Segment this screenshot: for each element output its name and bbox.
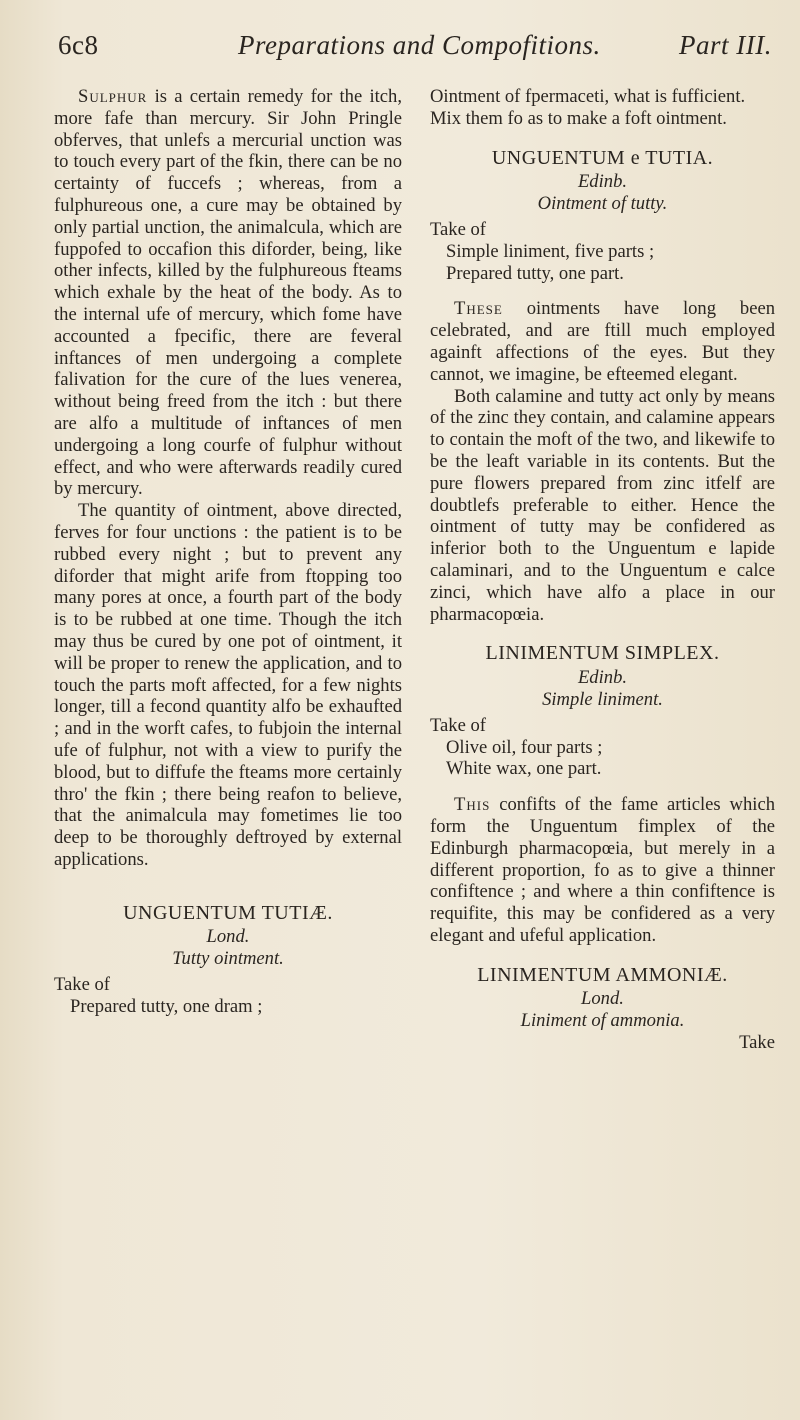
paragraph-sulphur xyxy=(54,86,402,500)
take-of-label: Take of xyxy=(54,974,110,996)
section-heading: UNGUENTUM e TUTIA. xyxy=(491,146,714,169)
paragraph-quantity: The quantity of ointment, above directed, ferves for four unctions : the patient is to be rubbed every night ; but to prevent any diforder that might arife from ftopping too many pores at once, a fourth part of the body is to be rubbed at one time. Though the itch may thus be cured by one pot of ointment, it will be proper to renew the application, and to touch the parts moft affected, for a few nights longer, till a fecond quantity alfo be exhaufted ; and in the worft cafes, to fubjoin the internal ufe of fulphur, not with a view to purify the blood, but to diffufe the fteams more certainly thro' the fkin ; there being reafon to believe, that the animalcula may fometimes lie too deep to be thoroughly deftroyed by external applications. xyxy=(54,500,402,870)
ingredient: Olive oil, four parts ; xyxy=(446,736,603,758)
paragraph-these xyxy=(430,298,775,385)
mix-instruction: Mix them fo as to make a foft ointment. xyxy=(430,107,727,129)
paragraph-text: confifts of the fame articles which form the Unguentum fimplex of the Edinburgh pharmacopœia, but merely in a different proportion, fo as to give a thinner confiftence ; and where a thin confiftence is requifite, this may be confidered as a very elegant and ufeful application. xyxy=(430,794,775,946)
running-title: Preparations and Compofitions. xyxy=(238,30,601,60)
ingredient: White wax, one part. xyxy=(446,758,602,780)
ingredient: Prepared tutty, one dram ; xyxy=(70,995,263,1017)
paragraph-text: is a certain remedy for the itch, more fafe than mercury. Sir John Pringle obferves, that unlefs a mercurial unction was to touch every part of the fkin, there can be no certainty of fuccefs ; whereas, from a fulphureous one, a cure may be obtained by only partial unction, the animalcula, which are fuppofed to occafion this diforder, being, like other infects, killed by the fulphureous fteams which exhale by the heat of the body. As to the internal ufe of mercury, which fome have accounted a fpecific, there are feveral inftances of men undergoing a complete falivation for the cure of the lues venerea, without being freed from the itch : but there are alfo a multitude of inftances of men undergoing a long courfe of fulphur without effect, and who were afterwards readily cured by mercury. xyxy=(54,86,402,500)
catchword: Take xyxy=(739,1032,775,1054)
section-subtitle: Liniment of ammonia. xyxy=(520,1010,685,1032)
spacer xyxy=(430,780,775,794)
section-heading: LINIMENTUM SIMPLEX. xyxy=(485,642,720,665)
spacer xyxy=(54,871,402,885)
ingredient: Simple liniment, five parts ; xyxy=(446,240,655,262)
section-subtitle: Tutty ointment. xyxy=(172,948,284,970)
paragraph-text: ointments have long been celebrated, and are ftill much employed againft affections of the eyes. But they cannot, we imagine, be efteemed elegant. xyxy=(430,298,775,385)
take-of-label: Take of xyxy=(430,714,486,736)
take-of-label: Take of xyxy=(430,218,486,240)
ingredient: Prepared tutty, one part. xyxy=(446,262,624,284)
continuation-text: Ointment of fpermaceti, what is fufficient. xyxy=(430,86,746,107)
part-label: Part III. xyxy=(679,30,772,60)
lead-word: Sulphur xyxy=(78,86,148,107)
section-subtitle: Ointment of tutty. xyxy=(537,193,668,215)
source-label: Lond. xyxy=(581,988,624,1010)
source-label: Lond. xyxy=(206,926,250,948)
lead-word: These xyxy=(454,298,503,320)
source-label: Edinb. xyxy=(577,171,628,193)
right-column xyxy=(430,86,775,1054)
paragraph-this xyxy=(430,794,775,947)
source-label: Edinb. xyxy=(577,667,628,689)
section-heading: UNGUENTUM TUTIÆ. xyxy=(123,901,333,924)
section-subtitle: Simple liniment. xyxy=(542,688,663,710)
spacer xyxy=(430,284,775,298)
left-column xyxy=(54,86,402,1018)
paragraph-both: Both calamine and tutty act only by means of the zinc they contain, and calamine appears to contain the moft of the two, and likewife to be the leaft variable in its contents. But the pure flowers prepared from zinc itfelf are doubtlefs preferable to either. Hence the ointment of tutty may be confidered as inferior both to the Unguentum e lapide calaminari, and to the Unguentum e calce zinci, which have alfo a place in our pharmacopœia. xyxy=(430,385,775,625)
lead-word: This xyxy=(454,794,491,816)
section-heading: LINIMENTUM AMMONIÆ. xyxy=(477,963,728,986)
page-header xyxy=(58,30,772,70)
page-number: 6c8 xyxy=(58,30,99,60)
